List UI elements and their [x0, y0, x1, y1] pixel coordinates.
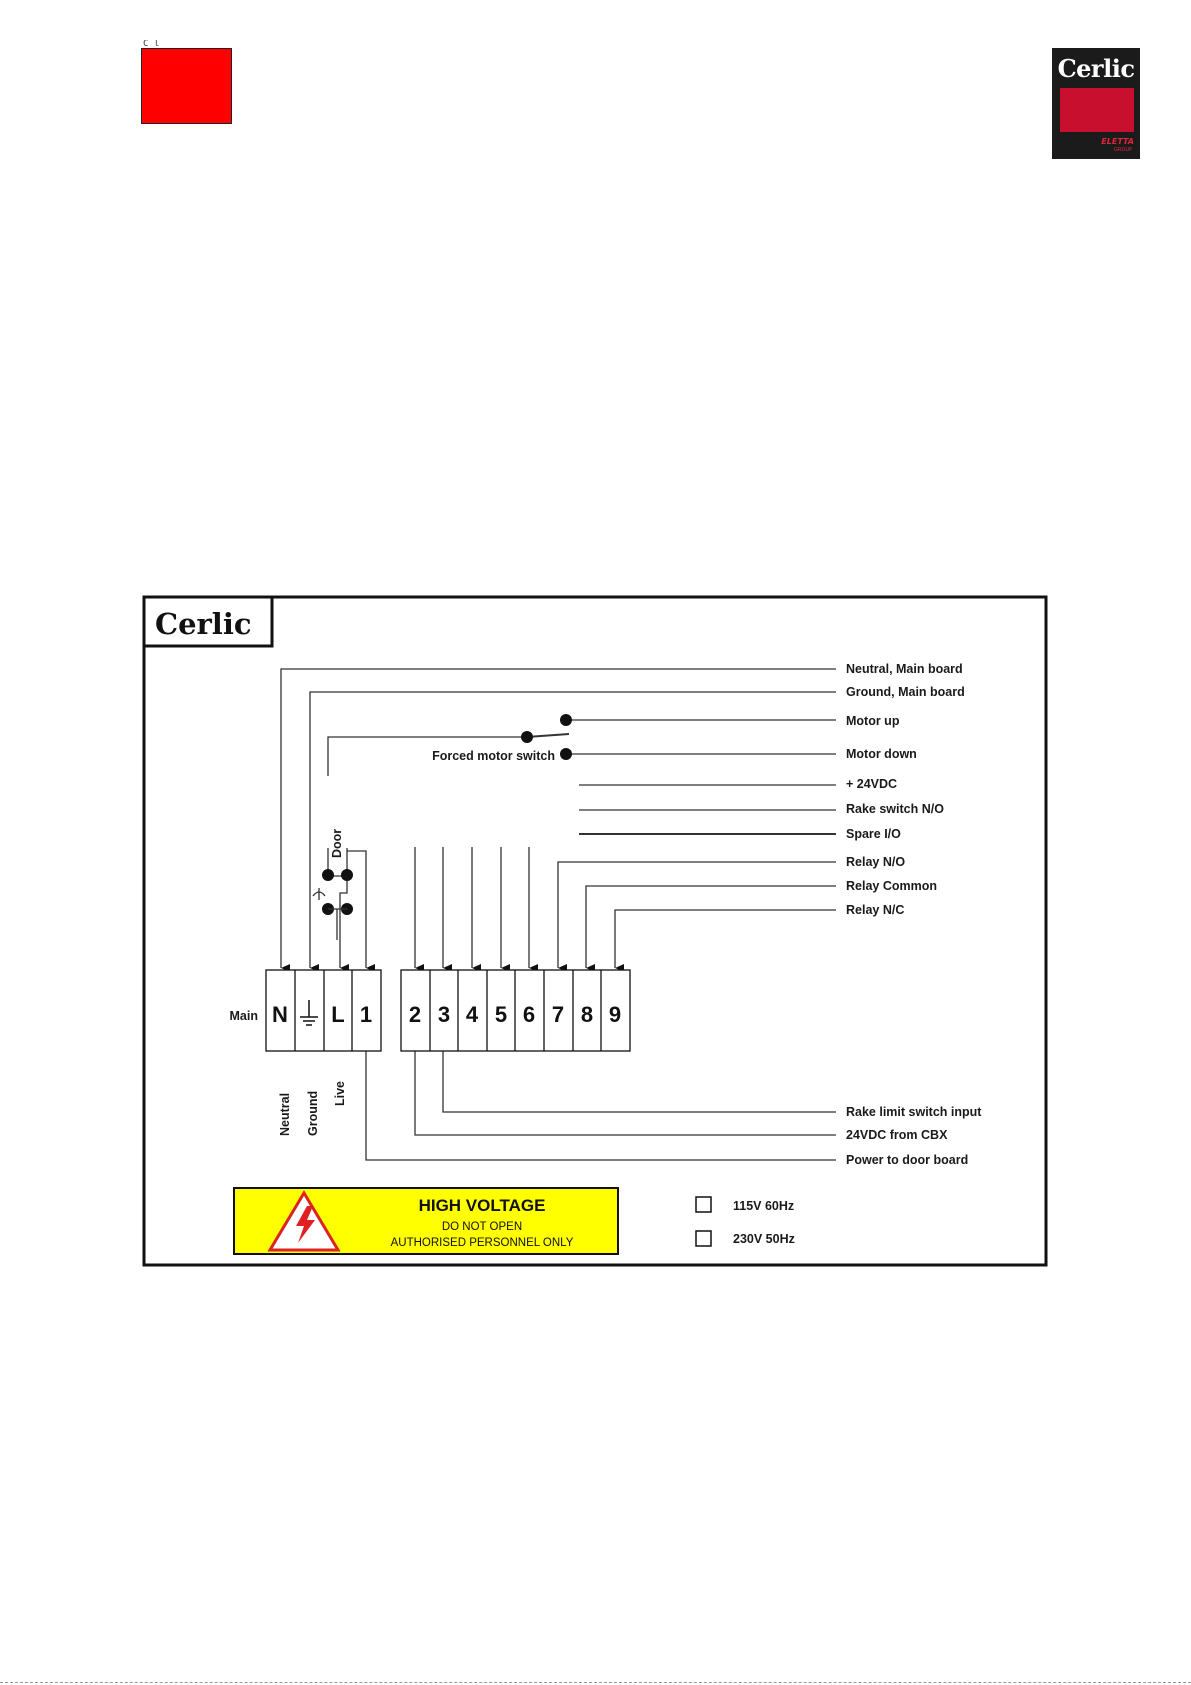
- warning-line1: DO NOT OPEN: [441, 1221, 523, 1233]
- terminal-7: 7: [551, 1002, 565, 1027]
- label-ground-main-board: Ground, Main board: [846, 685, 965, 699]
- label-spare-io: Spare I/O: [846, 827, 901, 841]
- label-24vdc-cbx: 24VDC from CBX: [846, 1128, 948, 1142]
- label-neutral: Neutral: [278, 1092, 292, 1136]
- door-label: Door: [330, 828, 344, 858]
- label-relay-common: Relay Common: [846, 879, 937, 893]
- logo-name: Cerlic: [1057, 54, 1135, 83]
- terminal-block-io: [401, 970, 630, 1051]
- terminal-4: 4: [465, 1002, 479, 1027]
- terminal-8: 8: [580, 1002, 594, 1027]
- warning-title: HIGH VOLTAGE: [418, 1196, 546, 1215]
- logo-sub2: GROUP: [1114, 147, 1132, 153]
- door-contact-2: [341, 869, 353, 881]
- terminal-3: 3: [437, 1002, 451, 1027]
- page-bottom-divider: [0, 1682, 1191, 1683]
- terminal-n: N: [272, 1002, 288, 1027]
- label-relay-no: Relay N/O: [846, 855, 906, 869]
- terminal-2: 2: [408, 1002, 422, 1027]
- label-forced-motor-switch: Forced motor switch: [432, 749, 555, 763]
- warning-line2: AUTHORISED PERSONNEL ONLY: [390, 1237, 574, 1249]
- label-24vdc: + 24VDC: [846, 777, 898, 791]
- logo-sub: ELETTA: [1101, 137, 1134, 146]
- label-rake-limit: Rake limit switch input: [846, 1105, 982, 1119]
- terminal-9: 9: [608, 1002, 622, 1027]
- contact-motor-up: [560, 714, 572, 726]
- corner-text: C l: [143, 40, 160, 48]
- label-230v: 230V 50Hz: [733, 1232, 795, 1246]
- terminal-l: L: [331, 1002, 345, 1027]
- terminal-5: 5: [494, 1002, 508, 1027]
- label-ground: Ground: [306, 1090, 320, 1136]
- contact-motor-down: [560, 748, 572, 760]
- label-live: Live: [333, 1080, 347, 1106]
- checkbox-115v[interactable]: [696, 1197, 711, 1212]
- terminal-1: 1: [359, 1002, 373, 1027]
- label-neutral-main-board: Neutral, Main board: [846, 662, 963, 676]
- brand-text: Cerlic: [155, 607, 252, 641]
- contact-forced-switch: [521, 731, 533, 743]
- main-label: Main: [229, 1009, 258, 1023]
- label-rake-switch: Rake switch N/O: [846, 802, 944, 816]
- label-115v: 115V 60Hz: [733, 1199, 795, 1213]
- label-power-door: Power to door board: [846, 1153, 969, 1167]
- checkbox-230v[interactable]: [696, 1231, 711, 1246]
- label-motor-up: Motor up: [846, 714, 900, 728]
- label-relay-nc: Relay N/C: [846, 903, 905, 917]
- terminal-6: 6: [522, 1002, 536, 1027]
- label-motor-down: Motor down: [846, 747, 917, 761]
- door-contact-1: [322, 869, 334, 881]
